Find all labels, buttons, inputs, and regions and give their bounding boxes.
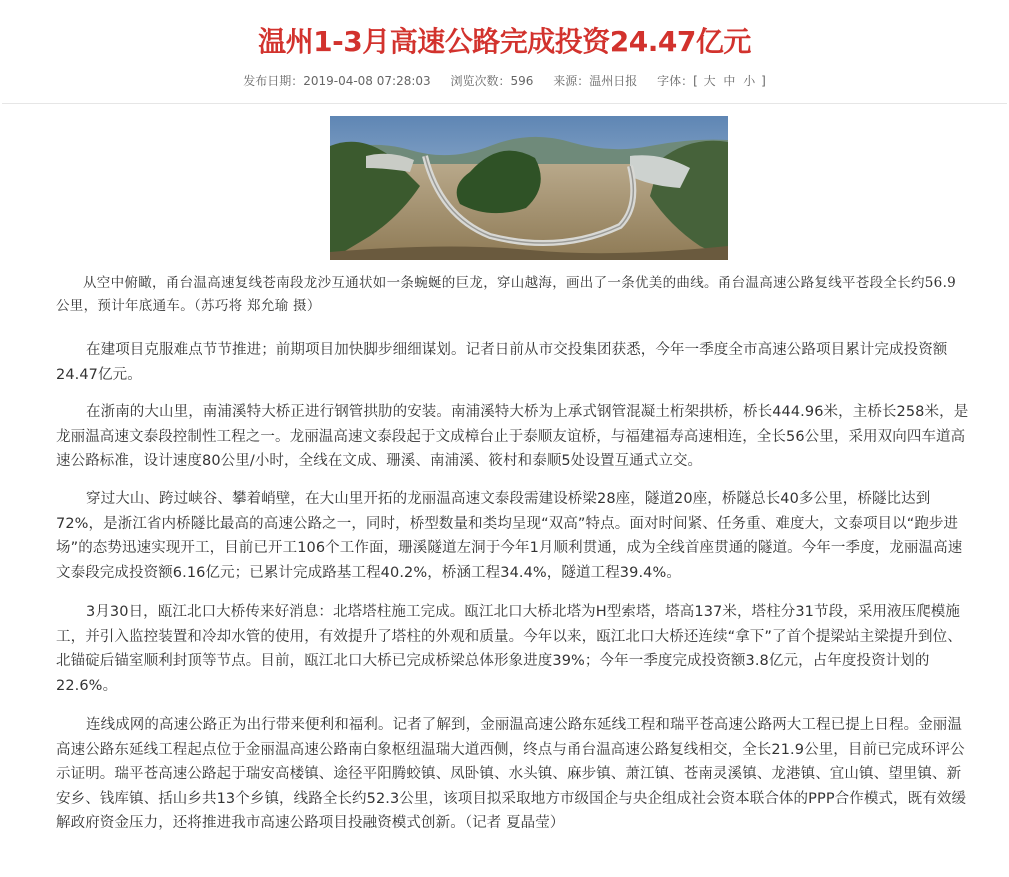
- font-small-link[interactable]: 小: [743, 74, 756, 88]
- font-size-switcher: [657, 74, 766, 88]
- aerial-highway-photo: [330, 116, 728, 260]
- article-paragraph-3: 穿过大山、跨过峡谷、攀着峭壁，在大山里开拓的龙丽温高速文泰段需建设桥梁28座，隧道20座，桥隧总长40多公里，桥隧比达到72%，是浙江省内桥隧比最高的高速公路之一，同时，桥型数量和类均呈现“双高”特点。面对时间紧、任务重、难度大，文泰项目以“跑步进场”的态势迅速实现开工，目前已开工106个工作面，珊溪隧道左洞于今年1月顺利贯通，成为全线首座贯通的隧道。今年一季度，龙丽温高速文泰段完成投资额6.16亿元；已累计完成路基工程40.2%，桥涵工程34.4%，隧道工程39.4%。: [56, 491, 963, 581]
- font-large-link[interactable]: 大: [703, 74, 716, 88]
- article-paragraph-5: [56, 713, 972, 836]
- article-title: 温州1-3月高速公路完成投资24.47亿元: [258, 25, 751, 58]
- publish-date: 发布日期：2019-04-08 07:28:03: [243, 74, 431, 88]
- paragraph-5-text: 连线成网的高速公路正为出行带来便利和福利。记者了解到，金丽温高速公路东延线工程和瑞平苍高速公路两大工程已提上日程。金丽温高速公路东延线工程起点位于金丽温高速公路南白象枢纽温瑞大道西侧，终点与甬台温高速公路复线相交，全长21.9公里，目前已完成环评公示证明。瑞平苍高速公路起于瑞安高楼镇、途径平阳腾蛟镇、凤卧镇、水头镇、麻步镇、萧江镇、苍南灵溪镇、龙港镇、宜山镇、望里镇、新安乡、钱库镇、括山乡共13个乡镇，线路全长约52.3公里，该项目拟采取地方市级国企与央企组成社会资本联合体的PPP合作模式，既有效缓解政府资金压力，还将推进我市高速公路项目投融资模式创新。: [56, 717, 967, 831]
- article-source: 来源：温州日报: [553, 74, 638, 88]
- font-size-label: 字体：[: [657, 74, 698, 88]
- font-size-close: ]: [761, 74, 766, 88]
- view-count: 浏览次数：596: [450, 74, 534, 88]
- article-paragraph-2: 在浙南的大山里，南浦溪特大桥正进行钢管拱肋的安装。南浦溪特大桥为上承式钢管混凝土桁架拱桥，桥长444.96米，主桥长258米，是龙丽温高速文泰段控制性工程之一。龙丽温高速文泰段起于文成樟台止于泰顺友谊桥，与福建福寿高速相连，全长56公里，采用双向四车道高速公路标准，设计速度80公里/小时，全线在文成、珊溪、南浦溪、筱村和泰顺5处设置互通式立交。: [56, 404, 969, 469]
- photo-caption: 从空中俯瞰，甬台温高速复线苍南段龙沙互通状如一条蜿蜒的巨龙，穿山越海，画出了一条优美的曲线。甬台温高速公路复线平苍段全长约56.9公里，预计年底通车。（苏巧将 郑允瑜 摄）: [56, 275, 957, 314]
- article-meta: [0, 72, 1009, 90]
- title-divider: [2, 103, 1007, 104]
- article-paragraph-4: 3月30日，瓯江北口大桥传来好消息：北塔塔柱施工完成。瓯江北口大桥北塔为H型索塔，塔高137米，塔柱分31节段，采用液压爬模施工，并引入监控装置和冷却水管的使用，有效提升了塔柱的外观和质量。今年以来，瓯江北口大桥还连续“拿下”了首个提梁站主梁提升到位、北锚碇后锚室顺利封顶等节点。目前，瓯江北口大桥已完成桥梁总体形象进度39%；今年一季度完成投资额3.8亿元，占年度投资计划的22.6%。: [56, 604, 962, 694]
- font-medium-link[interactable]: 中: [723, 74, 736, 88]
- reporter-byline: （记者 夏晶莹）: [464, 815, 565, 831]
- article-paragraph-1: 在建项目克服难点节节推进；前期项目加快脚步细细谋划。记者日前从市交投集团获悉，今年一季度全市高速公路项目累计完成投资额24.47亿元。: [56, 342, 948, 383]
